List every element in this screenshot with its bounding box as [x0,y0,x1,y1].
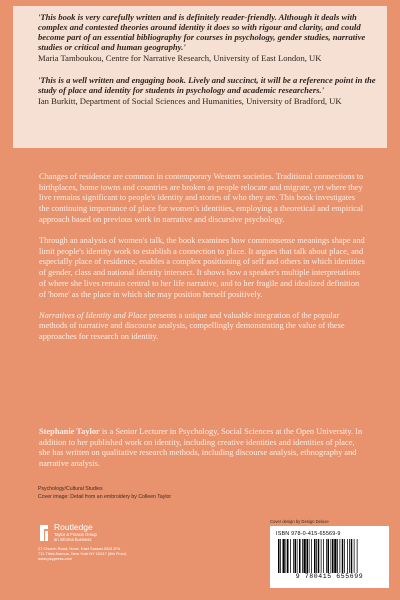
isbn-label: ISBN 978-0-415-65569-9 [276,531,341,537]
routledge-logo-icon [38,524,50,542]
endorsement-2 [38,75,379,106]
subject-category: Psychology/Cultural Studies [38,486,103,492]
publisher-group: Taylor & Francis Group [54,532,97,537]
isbn-barcode-box [270,526,389,588]
publisher-website: www.psypress.com [38,556,73,561]
description-paragraph-3 [39,311,365,343]
address-line-1: 27 Church Road, Hove, East Sussex BN3 2FA [38,546,121,551]
endorsement-quote: 'This is a well written and engaging book. Lively and succinct, it will be a reference point in the study of place and identity for students in psychology and academic researchers.' [38,75,376,95]
author-name: Stephanie Taylor [39,427,100,436]
publisher-logo [38,523,158,542]
publisher-name: Routledge [54,522,93,532]
description-paragraph-3-text: presents a unique and valuable integration of the popular methods of narrative and discourse analysis, compellingly demonstrating the value of these approaches for research on identity. [39,310,345,342]
cover-image-credit: Cover image: Detail from an embroidery by Colleen Taylor [38,494,172,500]
author-bio [39,427,365,470]
cover-design-credit: Cover design by Design Deluxe [270,519,329,524]
description-paragraph-2: Through an analysis of women's talk, the book examines how commonsense meanings shape and limit people's identity work to establish a connection to place. It argues that talk about place, and especially place of residence, enables a complex positioning of self and others in which identities of gender, class and national identity intersect. It shows how a speaker's multiple interpretations of where she lives remain central to her life narrative, and to her fragile and idealized definition of 'home' as the place in which she may position herself positively. [39,236,365,299]
author-bio-text: is a Senior Lecturer in Psychology, Social Sciences at the Open University. In addition to her published work on identity, including creative identities and identities of place, she has written on qualitative research methods, including discourse analysis, ethnography and narrative analysis. [39,427,363,469]
publisher-tagline: an informa business [54,537,92,542]
barcode-digits: 9 780415 655699 [295,573,364,580]
publisher-address [38,546,158,561]
book-description [39,172,365,353]
endorsement-1 [38,12,379,63]
endorsement-attribution: Maria Tamboukou, Centre for Narrative Research, University of East London, UK [38,53,322,63]
endorsement-quote: 'This book is very carefully written and is definitely reader-friendly. Although it deals with complex and contested theories around identity it does so with rigour and clarity, and could become part of an essential bibliography for courses in psychology, gender studies, narrative studies or critical and human geography.' [38,12,366,52]
book-title-italic: Narratives of Identity and Place [39,310,147,320]
description-paragraph-1: Changes of residence are common in contemporary Western societies. Traditional connections to birthplaces, home towns and countries are broken as people relocate and migrate, yet where they live remains significant to people's identity and stories of who they are. This book investigates the continuing importance of place for women's identities, employing a theoretical and empirical approach based on previous work in narrative and discursive psychology. [39,172,364,224]
address-line-2: 711 Third Avenue, New York NY 10017 (8th Floor) [38,551,127,556]
publisher-block [38,523,158,561]
subject-category-block [38,485,171,501]
barcode-icon [276,539,383,573]
endorsements-box [13,6,387,148]
endorsement-attribution: Ian Burkitt, Department of Social Sciences and Humanities, University of Bradford, UK [38,96,342,106]
